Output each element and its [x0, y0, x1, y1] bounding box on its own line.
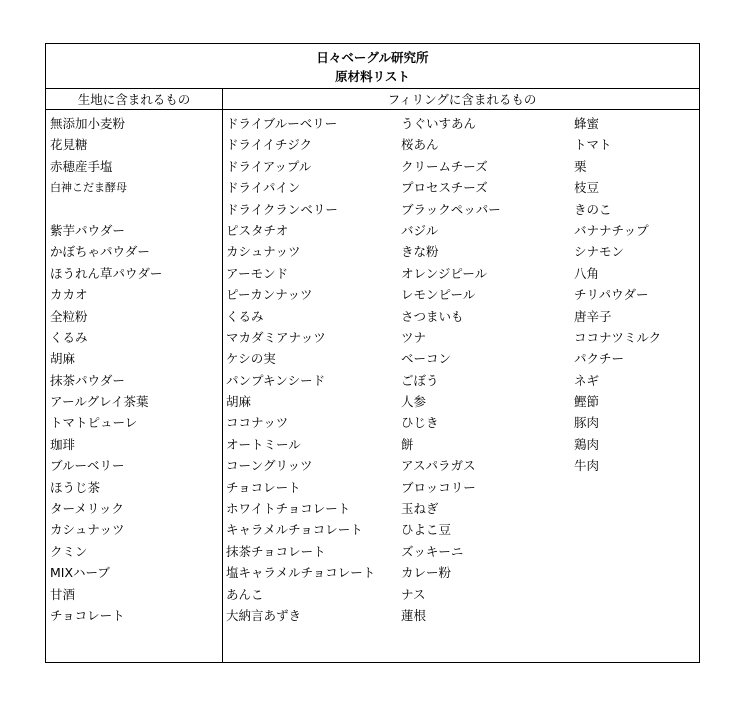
filling-ingredient: クリームチーズ — [401, 158, 488, 174]
filling-ingredient: 唐辛子 — [574, 308, 612, 324]
filling-ingredient: 玉ねぎ — [401, 501, 439, 517]
dough-ingredient: 無添加小麦粉 — [50, 116, 126, 131]
filling-ingredient: トマト — [574, 137, 612, 153]
filling-ingredient: ブラックペッパー — [401, 201, 501, 217]
filling-ingredient: 栗 — [574, 158, 587, 174]
filling-ingredient: ドライイチジク — [226, 137, 313, 153]
filling-ingredient: オートミール — [226, 436, 301, 452]
filling-ingredient: カシュナッツ — [226, 244, 301, 260]
filling-ingredient: うぐいすあん — [401, 116, 477, 131]
dough-ingredient: ターメリック — [50, 501, 124, 517]
dough-ingredient: 甘酒 — [50, 586, 76, 602]
dough-ingredient: カカオ — [50, 287, 88, 303]
dough-ingredient: ほうれん草パウダー — [50, 265, 163, 281]
filling-ingredient: ツナ — [401, 329, 427, 345]
filling-ingredient: プロセスチーズ — [401, 180, 488, 196]
filling-ingredient: 人参 — [401, 394, 427, 410]
filling-ingredient: キャラメルチョコレート — [226, 522, 363, 538]
filling-ingredient: ピーカンナッツ — [226, 287, 313, 303]
document-title: 日々ベーグル研究所 — [316, 50, 429, 65]
filling-ingredient: ココナッツ — [226, 415, 289, 431]
dough-ingredient: クミン — [50, 543, 88, 559]
filling-ingredient: ドライブルーベリー — [226, 116, 338, 131]
filling-ingredient: ココナツミルク — [574, 329, 662, 345]
filling-ingredient: コーングリッツ — [226, 458, 313, 474]
filling-ingredient: 桜あん — [401, 137, 439, 153]
dough-ingredient: トマトピューレ — [50, 415, 138, 431]
filling-list-1 — [226, 113, 375, 626]
filling-ingredient: 塩キャラメルチョコレート — [226, 565, 376, 581]
filling-ingredient: 蓮根 — [401, 607, 427, 623]
filling-ingredient: きな粉 — [401, 244, 439, 260]
filling-ingredient: バジル — [401, 222, 439, 238]
filling-ingredient: 胡麻 — [226, 394, 252, 410]
dough-ingredient — [50, 199, 162, 220]
dough-ingredient: 全粒粉 — [50, 308, 88, 324]
filling-ingredient: シナモン — [574, 244, 625, 260]
filling-ingredient: アスパラガス — [401, 458, 476, 474]
filling-ingredient: ブロッコリー — [401, 479, 476, 495]
dough-ingredient: くるみ — [50, 329, 88, 345]
filling-ingredient: 八角 — [574, 265, 600, 281]
filling-ingredient: マカダミアナッツ — [226, 329, 326, 345]
filling-ingredient: ドライパイン — [226, 180, 301, 196]
dough-ingredient: 胡麻 — [50, 351, 76, 367]
dough-ingredient: 白神こだま酵母 — [50, 181, 127, 195]
filling-ingredient: 蜂蜜 — [574, 116, 600, 131]
filling-ingredient: ズッキーニ — [401, 543, 464, 559]
dough-ingredient: かぼちゃパウダー — [50, 244, 150, 260]
dough-list — [50, 113, 162, 626]
filling-ingredient: チョコレート — [226, 479, 301, 495]
filling-ingredient: ひじき — [401, 415, 439, 431]
filling-ingredient: ピスタチオ — [226, 222, 289, 238]
filling-ingredient: ベーコン — [401, 351, 452, 367]
filling-ingredient: 餅 — [401, 436, 414, 452]
dough-ingredient: アールグレイ茶葉 — [50, 394, 149, 410]
filling-list-2 — [401, 113, 501, 626]
filling-ingredient: 豚肉 — [574, 415, 600, 431]
filling-ingredient: オレンジピール — [401, 265, 488, 281]
filling-list-3 — [574, 113, 661, 477]
dough-ingredient: チョコレート — [50, 607, 125, 623]
filling-ingredient: 鰹節 — [574, 394, 600, 410]
header-row — [46, 89, 699, 110]
dough-column-header: 生地に含まれるもの — [77, 92, 191, 107]
filling-ingredient: ネギ — [574, 372, 600, 388]
dough-ingredient: 紫芋パウダー — [50, 222, 125, 238]
filling-ingredient: 枝豆 — [574, 180, 600, 196]
document-subtitle: 原材料リスト — [335, 69, 410, 84]
filling-ingredient: ナス — [401, 586, 426, 602]
filling-ingredient: くるみ — [226, 308, 264, 324]
filling-ingredient: きのこ — [574, 201, 612, 217]
dough-ingredient: ブルーベリー — [50, 458, 125, 474]
filling-ingredient: ドライアップル — [226, 158, 312, 174]
filling-ingredient: あんこ — [226, 586, 264, 602]
dough-ingredient: 珈琲 — [50, 436, 76, 452]
dough-ingredient: カシュナッツ — [50, 522, 125, 538]
filling-ingredient: さつまいも — [401, 308, 464, 324]
dough-ingredient: 花見糖 — [50, 137, 88, 153]
filling-ingredient: 大納言あずき — [226, 607, 302, 623]
dough-ingredient: 抹茶パウダー — [50, 372, 125, 388]
filling-ingredient: アーモンド — [226, 265, 289, 281]
filling-ingredient: レモンピール — [401, 287, 476, 303]
filling-ingredient: ケシの実 — [226, 351, 276, 367]
dough-ingredient: ほうじ茶 — [50, 479, 101, 495]
ingredient-table — [45, 43, 700, 663]
filling-ingredient: パンプキンシード — [226, 372, 326, 388]
filling-ingredient: ごぼう — [401, 372, 439, 388]
filling-ingredient: パクチー — [574, 351, 625, 367]
dough-ingredient: 赤穂産手塩 — [50, 158, 113, 174]
filling-column-header: フィリングに含まれるもの — [387, 92, 537, 107]
filling-ingredient: チリパウダー — [574, 287, 649, 303]
filling-ingredient: 抹茶チョコレート — [226, 543, 326, 559]
filling-ingredient: 牛肉 — [574, 458, 600, 474]
title-block — [46, 44, 699, 89]
dough-ingredient: MIXハーブ — [50, 565, 110, 581]
filling-ingredient: ひよこ豆 — [401, 522, 452, 538]
filling-ingredient: バナナチップ — [574, 222, 649, 238]
filling-ingredient: ホワイトチョコレート — [226, 501, 351, 517]
column-divider — [222, 89, 223, 663]
filling-ingredient: 鶏肉 — [574, 436, 600, 452]
filling-ingredient: ドライクランベリー — [226, 201, 338, 217]
filling-ingredient: カレー粉 — [401, 565, 452, 581]
